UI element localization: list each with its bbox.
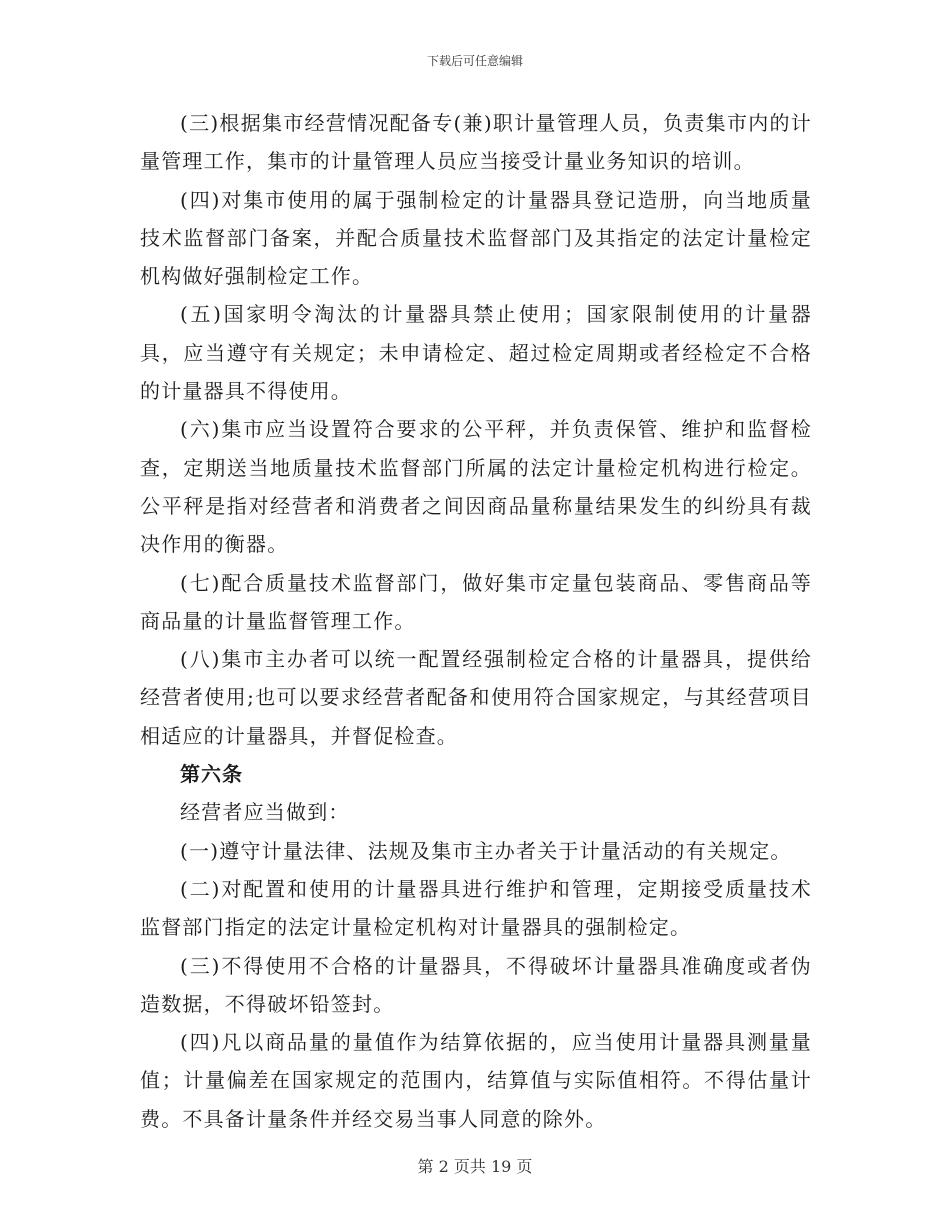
paragraph: (七)配合质量技术监督部门，做好集市定量包装商品、零售商品等商品量的计量监督管理工作。 [140, 570, 812, 633]
paragraph: (五)国家明令淘汰的计量器具禁止使用；国家限制使用的计量器具，应当遵守有关规定；未申请检定、超过检定周期或者经检定不合格的计量器具不得使用。 [140, 302, 812, 404]
document-body [140, 104, 812, 1138]
paragraph: (三)根据集市经营情况配备专(兼)职计量管理人员，负责集市内的计量管理工作，集市的计量管理人员应当接受计量业务知识的培训。 [140, 111, 812, 174]
paragraph: (六)集市应当设置符合要求的公平秤，并负责保管、维护和监督检查，定期送当地质量技术监督部门所属的法定计量检定机构进行检定。公平秤是指对经营者和消费者之间因商品量称量结果发生的纠纷具有裁决作用的衡器。 [140, 417, 812, 557]
section-item: (一)遵守计量法律、法规及集市主办者关于计量活动的有关规定。 [180, 838, 792, 863]
paragraph: (四)对集市使用的属于强制检定的计量器具登记造册，向当地质量技术监督部门备案，并配合质量技术监督部门及其指定的法定计量检定机构做好强制检定工作。 [140, 187, 812, 289]
page-number: 第 2 页共 19 页 [417, 1157, 533, 1176]
section-item: (四)凡以商品量的量值作为结算依据的，应当使用计量器具测量量值；计量偏差在国家规定的范围内，结算值与实际值相符。不得估量计费。不具备计量条件并经交易当事人同意的除外。 [140, 1030, 812, 1131]
paragraph: (八)集市主办者可以统一配置经强制检定合格的计量器具，提供给经营者使用;也可以要求经营者配备和使用符合国家规定，与其经营项目相适应的计量器具，并督促检查。 [140, 647, 812, 748]
section-intro: 经营者应当做到： [180, 800, 350, 825]
section-item: (二)对配置和使用的计量器具进行维护和管理，定期接受质量技术监督部门指定的法定计量检定机构对计量器具的强制检定。 [140, 876, 812, 940]
section-item: (三)不得使用不合格的计量器具，不得破坏计量器具准确度或者伪造数据，不得破坏铅签封。 [140, 953, 812, 1016]
page-header: 下载后可任意编辑 [426, 54, 523, 68]
section-heading: 第六条 [180, 762, 243, 787]
